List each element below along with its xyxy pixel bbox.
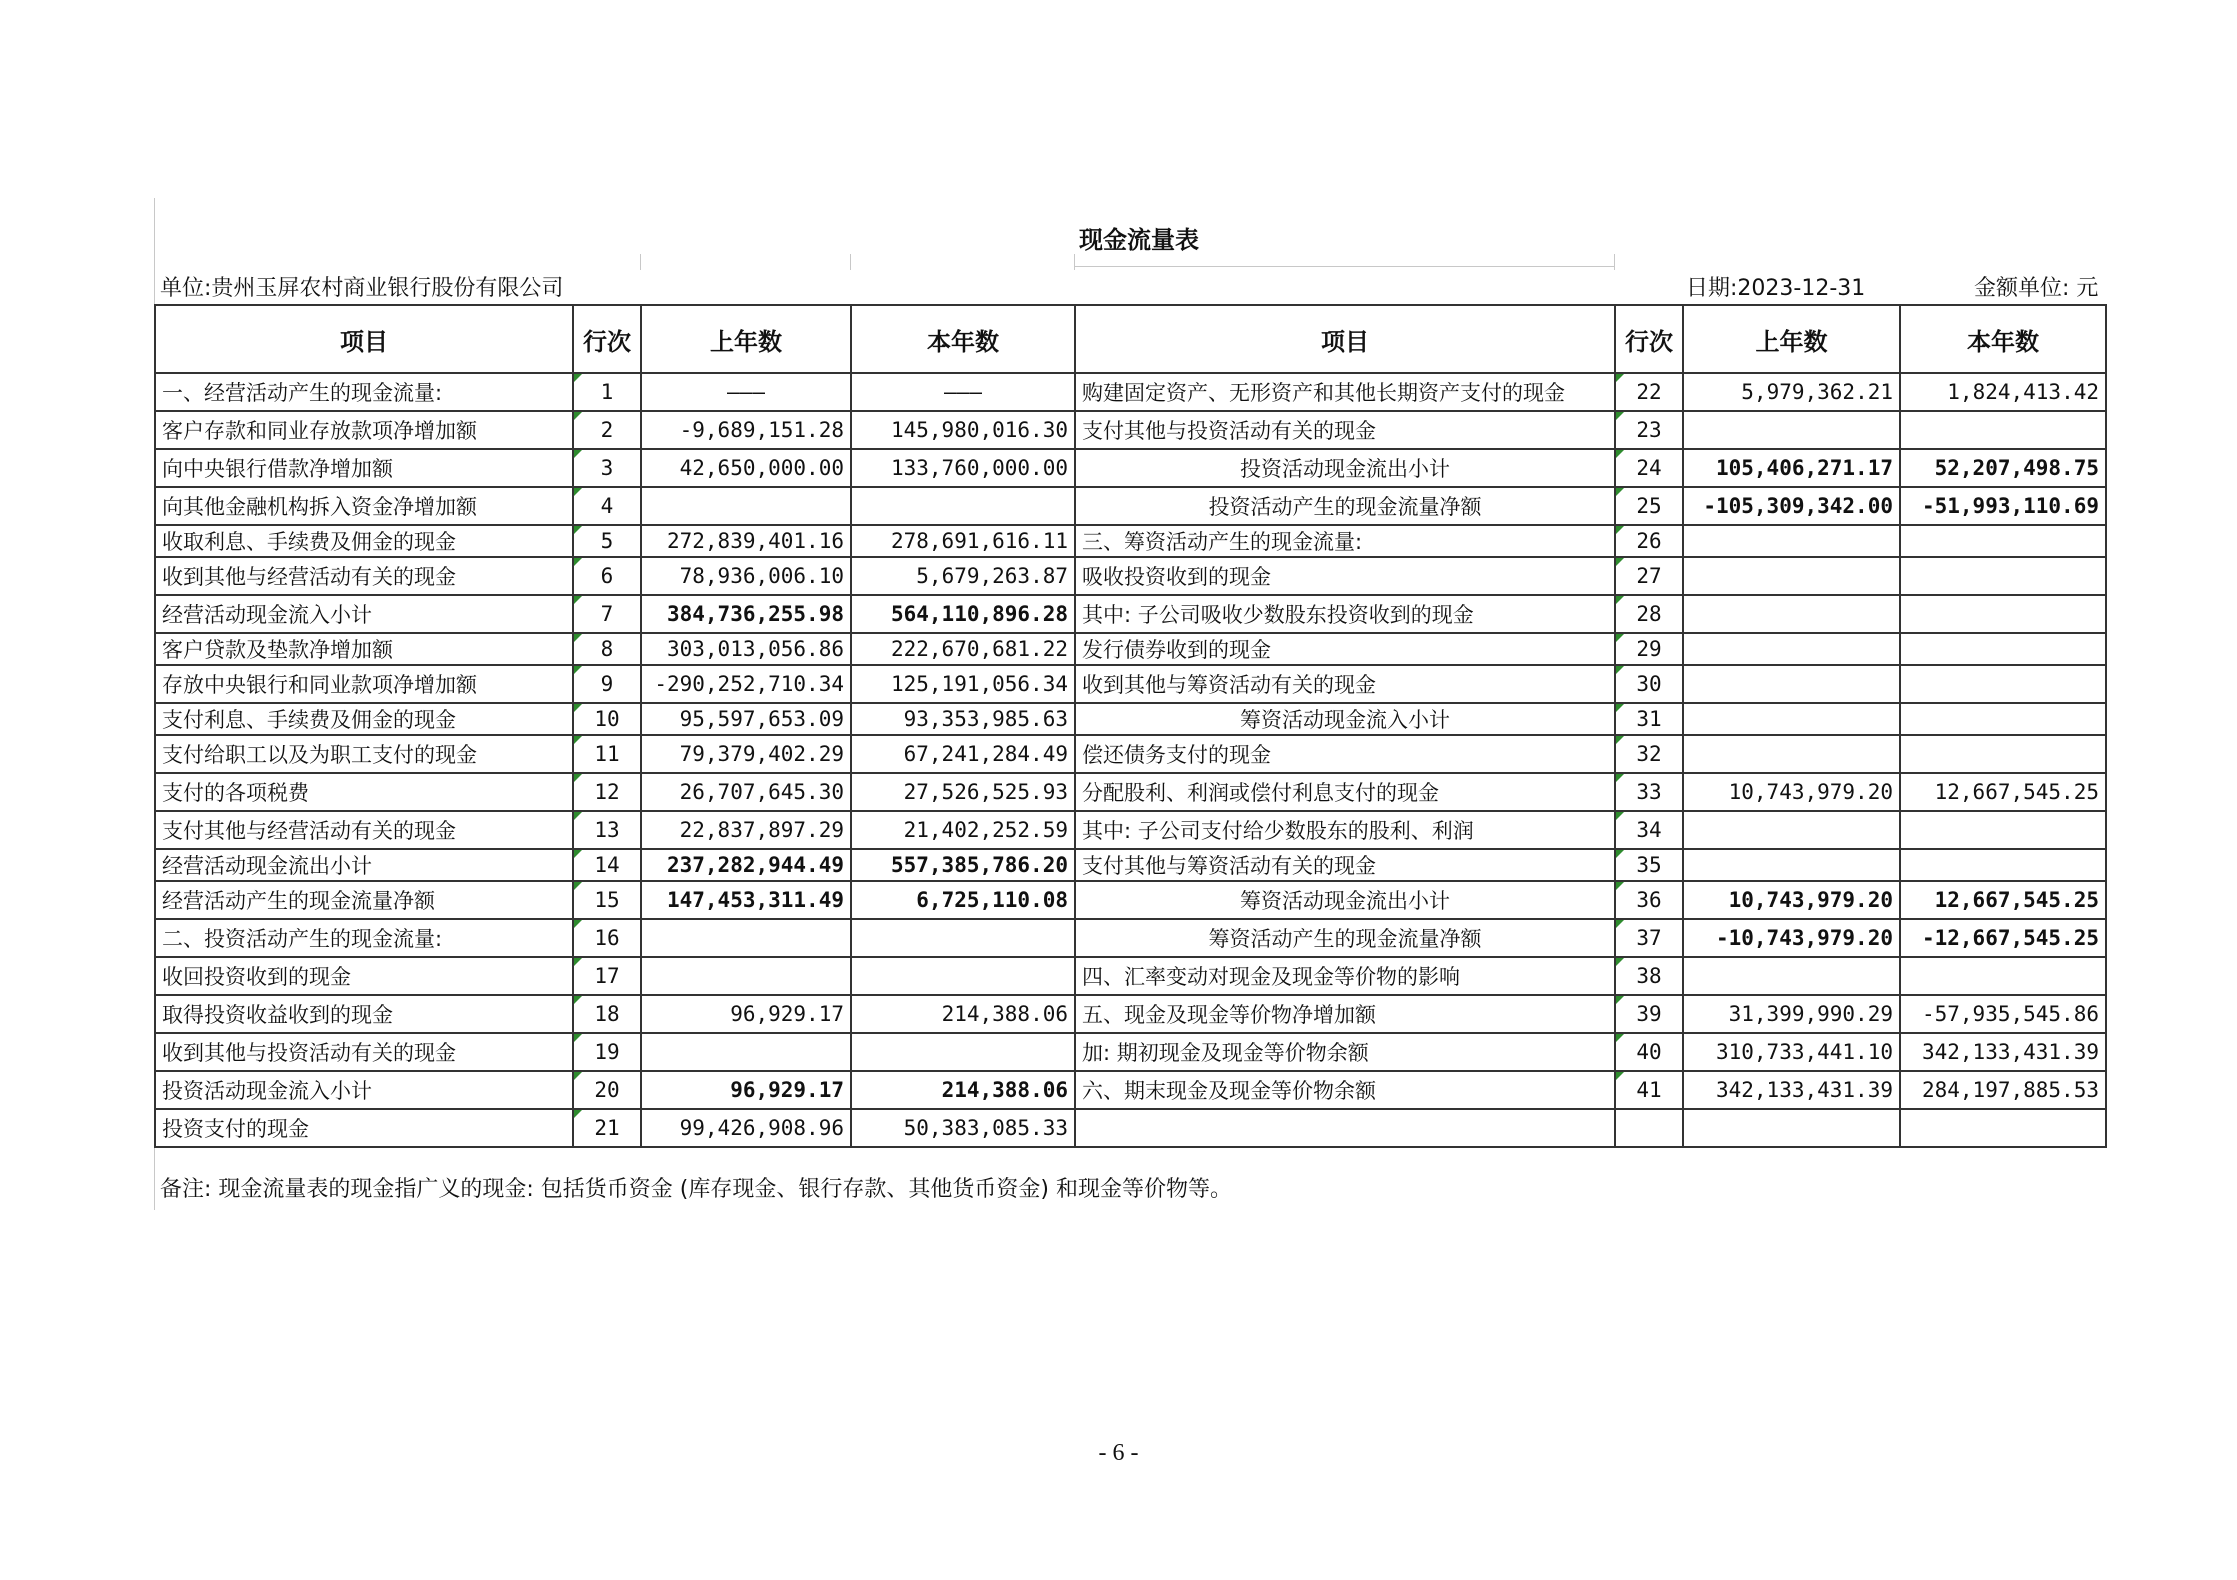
row-prior-amount: [1683, 735, 1900, 773]
row-item: 二、投资活动产生的现金流量:: [155, 919, 573, 957]
row-line-no: 31: [1615, 703, 1683, 735]
row-current-amount: 93,353,985.63: [851, 703, 1075, 735]
row-line-no: 26: [1615, 525, 1683, 557]
row-current-amount: 557,385,786.20: [851, 849, 1075, 881]
table-row: [155, 1109, 2106, 1147]
row-item: 筹资活动现金流入小计: [1075, 703, 1615, 735]
row-line-no: 16: [573, 919, 641, 957]
row-prior-amount: [1683, 849, 1900, 881]
col-header-line: 行次: [573, 305, 641, 373]
row-prior-amount: 342,133,431.39: [1683, 1071, 1900, 1109]
row-prior-amount: 99,426,908.96: [641, 1109, 851, 1147]
row-item: 五、现金及现金等价物净增加额: [1075, 995, 1615, 1033]
row-item: 收回投资收到的现金: [155, 957, 573, 995]
row-current-amount: [851, 919, 1075, 957]
row-line-no: 13: [573, 811, 641, 849]
row-prior-amount: -290,252,710.34: [641, 665, 851, 703]
row-line-no: 4: [573, 487, 641, 525]
row-prior-amount: [1683, 411, 1900, 449]
row-line-no: 25: [1615, 487, 1683, 525]
row-current-amount: [1900, 1109, 2106, 1147]
row-item: 支付其他与筹资活动有关的现金: [1075, 849, 1615, 881]
row-current-amount: 1,824,413.42: [1900, 373, 2106, 411]
row-current-amount: [851, 1033, 1075, 1071]
row-prior-amount: 5,979,362.21: [1683, 373, 1900, 411]
sheet-gridline: [1074, 254, 1075, 270]
row-line-no: 20: [573, 1071, 641, 1109]
row-prior-amount: 79,379,402.29: [641, 735, 851, 773]
row-prior-amount: 10,743,979.20: [1683, 773, 1900, 811]
row-current-amount: 145,980,016.30: [851, 411, 1075, 449]
row-item: 取得投资收益收到的现金: [155, 995, 573, 1033]
table-row: [155, 735, 2106, 773]
row-prior-amount: [1683, 957, 1900, 995]
cash-flow-table: [154, 304, 2107, 1148]
row-item: 一、经营活动产生的现金流量:: [155, 373, 573, 411]
row-line-no: 15: [573, 881, 641, 919]
row-current-amount: 5,679,263.87: [851, 557, 1075, 595]
col-header-current: 本年数: [1900, 305, 2106, 373]
row-current-amount: 6,725,110.08: [851, 881, 1075, 919]
row-line-no: 35: [1615, 849, 1683, 881]
row-line-no: 40: [1615, 1033, 1683, 1071]
row-line-no: 29: [1615, 633, 1683, 665]
row-prior-amount: -105,309,342.00: [1683, 487, 1900, 525]
row-current-amount: 27,526,525.93: [851, 773, 1075, 811]
row-prior-amount: 26,707,645.30: [641, 773, 851, 811]
row-item: 偿还债务支付的现金: [1075, 735, 1615, 773]
row-current-amount: ———: [851, 373, 1075, 411]
row-line-no: 23: [1615, 411, 1683, 449]
row-prior-amount: [1683, 595, 1900, 633]
row-item: 加: 期初现金及现金等价物余额: [1075, 1033, 1615, 1071]
table-row: [155, 633, 2106, 665]
row-current-amount: 278,691,616.11: [851, 525, 1075, 557]
row-prior-amount: 95,597,653.09: [641, 703, 851, 735]
row-line-no: 39: [1615, 995, 1683, 1033]
sheet-gridline: [1614, 254, 1615, 270]
row-item: 其中: 子公司支付给少数股东的股利、利润: [1075, 811, 1615, 849]
table-row: [155, 1033, 2106, 1071]
footnote: 备注: 现金流量表的现金指广义的现金: 包括货币资金 (库存现金、银行存款、其他货币资金) 和现金等价物等。: [160, 1177, 1232, 1202]
row-line-no: 5: [573, 525, 641, 557]
currency-label: 金额单位: 元: [1974, 276, 2099, 301]
col-header-prior: 上年数: [1683, 305, 1900, 373]
row-item: [1075, 1109, 1615, 1147]
row-prior-amount: -9,689,151.28: [641, 411, 851, 449]
row-line-no: 6: [573, 557, 641, 595]
row-item: 经营活动现金流入小计: [155, 595, 573, 633]
row-item: 发行债券收到的现金: [1075, 633, 1615, 665]
row-line-no: 10: [573, 703, 641, 735]
row-item: 筹资活动现金流出小计: [1075, 881, 1615, 919]
row-prior-amount: [1683, 811, 1900, 849]
col-header-prior: 上年数: [641, 305, 851, 373]
row-prior-amount: [641, 957, 851, 995]
row-prior-amount: [641, 487, 851, 525]
row-item: 收到其他与投资活动有关的现金: [155, 1033, 573, 1071]
row-prior-amount: 42,650,000.00: [641, 449, 851, 487]
table-row: [155, 595, 2106, 633]
row-current-amount: 214,388.06: [851, 995, 1075, 1033]
row-prior-amount: [1683, 633, 1900, 665]
row-prior-amount: 272,839,401.16: [641, 525, 851, 557]
row-line-no: 34: [1615, 811, 1683, 849]
row-current-amount: [1900, 665, 2106, 703]
col-header-item: 项目: [155, 305, 573, 373]
sheet-gridline: [1074, 266, 1614, 267]
table-row: [155, 919, 2106, 957]
col-header-line: 行次: [1615, 305, 1683, 373]
row-item: 吸收投资收到的现金: [1075, 557, 1615, 595]
row-line-no: 30: [1615, 665, 1683, 703]
row-item: 存放中央银行和同业款项净增加额: [155, 665, 573, 703]
row-item: 分配股利、利润或偿付利息支付的现金: [1075, 773, 1615, 811]
row-prior-amount: -10,743,979.20: [1683, 919, 1900, 957]
table-row: [155, 665, 2106, 703]
row-item: 收到其他与经营活动有关的现金: [155, 557, 573, 595]
table-row: [155, 557, 2106, 595]
row-item: 客户存款和同业存放款项净增加额: [155, 411, 573, 449]
row-line-no: 36: [1615, 881, 1683, 919]
row-current-amount: 284,197,885.53: [1900, 1071, 2106, 1109]
row-current-amount: 67,241,284.49: [851, 735, 1075, 773]
row-current-amount: 222,670,681.22: [851, 633, 1075, 665]
row-prior-amount: [1683, 1109, 1900, 1147]
row-line-no: 33: [1615, 773, 1683, 811]
table-row: [155, 411, 2106, 449]
row-current-amount: 52,207,498.75: [1900, 449, 2106, 487]
row-item: 经营活动现金流出小计: [155, 849, 573, 881]
col-header-current: 本年数: [851, 305, 1075, 373]
row-prior-amount: 384,736,255.98: [641, 595, 851, 633]
row-current-amount: [1900, 595, 2106, 633]
row-current-amount: 50,383,085.33: [851, 1109, 1075, 1147]
table-row: [155, 881, 2106, 919]
row-prior-amount: 10,743,979.20: [1683, 881, 1900, 919]
row-item: 投资活动产生的现金流量净额: [1075, 487, 1615, 525]
row-item: 四、汇率变动对现金及现金等价物的影响: [1075, 957, 1615, 995]
row-line-no: 11: [573, 735, 641, 773]
row-current-amount: 342,133,431.39: [1900, 1033, 2106, 1071]
row-item: 筹资活动产生的现金流量净额: [1075, 919, 1615, 957]
row-prior-amount: [641, 919, 851, 957]
sheet-gridline: [640, 254, 641, 270]
row-prior-amount: 96,929.17: [641, 995, 851, 1033]
row-current-amount: [1900, 957, 2106, 995]
table-row: [155, 957, 2106, 995]
row-prior-amount: 96,929.17: [641, 1071, 851, 1109]
row-prior-amount: 310,733,441.10: [1683, 1033, 1900, 1071]
row-current-amount: [851, 487, 1075, 525]
row-item: 投资活动现金流出小计: [1075, 449, 1615, 487]
row-current-amount: [1900, 735, 2106, 773]
page-number: - 6 -: [1098, 1440, 1139, 1466]
date-label: 日期:2023-12-31: [1686, 276, 1866, 301]
row-prior-amount: 147,453,311.49: [641, 881, 851, 919]
row-current-amount: 21,402,252.59: [851, 811, 1075, 849]
row-current-amount: [1900, 525, 2106, 557]
row-line-no: 7: [573, 595, 641, 633]
row-current-amount: -57,935,545.86: [1900, 995, 2106, 1033]
row-current-amount: [851, 957, 1075, 995]
row-line-no: 18: [573, 995, 641, 1033]
row-line-no: 12: [573, 773, 641, 811]
row-prior-amount: [1683, 557, 1900, 595]
row-line-no: 22: [1615, 373, 1683, 411]
table-row: [155, 703, 2106, 735]
row-item: 客户贷款及垫款净增加额: [155, 633, 573, 665]
row-prior-amount: 237,282,944.49: [641, 849, 851, 881]
row-item: 支付的各项税费: [155, 773, 573, 811]
table-row: [155, 487, 2106, 525]
table-row: [155, 449, 2106, 487]
table-row: [155, 1071, 2106, 1109]
table-row: [155, 811, 2106, 849]
row-item: 六、期末现金及现金等价物余额: [1075, 1071, 1615, 1109]
row-current-amount: 564,110,896.28: [851, 595, 1075, 633]
row-prior-amount: 303,013,056.86: [641, 633, 851, 665]
row-line-no: 2: [573, 411, 641, 449]
row-prior-amount: 22,837,897.29: [641, 811, 851, 849]
row-line-no: 41: [1615, 1071, 1683, 1109]
row-current-amount: [1900, 411, 2106, 449]
row-current-amount: -51,993,110.69: [1900, 487, 2106, 525]
row-line-no: 17: [573, 957, 641, 995]
row-item: 收到其他与筹资活动有关的现金: [1075, 665, 1615, 703]
row-prior-amount: 105,406,271.17: [1683, 449, 1900, 487]
row-current-amount: [1900, 633, 2106, 665]
row-current-amount: [1900, 557, 2106, 595]
row-prior-amount: [641, 1033, 851, 1071]
row-line-no: 32: [1615, 735, 1683, 773]
sheet-gridline: [850, 254, 851, 270]
row-line-no: 21: [573, 1109, 641, 1147]
row-line-no: 14: [573, 849, 641, 881]
row-item: 向其他金融机构拆入资金净增加额: [155, 487, 573, 525]
row-current-amount: 12,667,545.25: [1900, 881, 2106, 919]
row-prior-amount: [1683, 703, 1900, 735]
row-item: 经营活动产生的现金流量净额: [155, 881, 573, 919]
row-line-no: 1: [573, 373, 641, 411]
row-item: 三、筹资活动产生的现金流量:: [1075, 525, 1615, 557]
row-current-amount: 12,667,545.25: [1900, 773, 2106, 811]
row-prior-amount: ———: [641, 373, 851, 411]
table-row: [155, 773, 2106, 811]
row-current-amount: [1900, 849, 2106, 881]
row-prior-amount: [1683, 525, 1900, 557]
row-line-no: [1615, 1109, 1683, 1147]
row-line-no: 24: [1615, 449, 1683, 487]
row-current-amount: [1900, 703, 2106, 735]
table-row: [155, 525, 2106, 557]
table-row: [155, 995, 2106, 1033]
unit-label: 单位:贵州玉屏农村商业银行股份有限公司: [160, 276, 564, 301]
row-line-no: 37: [1615, 919, 1683, 957]
row-line-no: 27: [1615, 557, 1683, 595]
row-item: 支付其他与投资活动有关的现金: [1075, 411, 1615, 449]
row-current-amount: 133,760,000.00: [851, 449, 1075, 487]
row-item: 支付给职工以及为职工支付的现金: [155, 735, 573, 773]
table-row: [155, 849, 2106, 881]
row-line-no: 28: [1615, 595, 1683, 633]
col-header-item: 项目: [1075, 305, 1615, 373]
row-item: 购建固定资产、无形资产和其他长期资产支付的现金: [1075, 373, 1615, 411]
row-prior-amount: 31,399,990.29: [1683, 995, 1900, 1033]
row-line-no: 3: [573, 449, 641, 487]
row-current-amount: -12,667,545.25: [1900, 919, 2106, 957]
row-line-no: 8: [573, 633, 641, 665]
row-item: 收取利息、手续费及佣金的现金: [155, 525, 573, 557]
row-prior-amount: [1683, 665, 1900, 703]
table-row: [155, 373, 2106, 411]
row-item: 支付利息、手续费及佣金的现金: [155, 703, 573, 735]
row-line-no: 9: [573, 665, 641, 703]
row-line-no: 19: [573, 1033, 641, 1071]
row-item: 其中: 子公司吸收少数股东投资收到的现金: [1075, 595, 1615, 633]
table-header-row: [155, 305, 2106, 373]
row-current-amount: 214,388.06: [851, 1071, 1075, 1109]
row-current-amount: [1900, 811, 2106, 849]
row-prior-amount: 78,936,006.10: [641, 557, 851, 595]
row-line-no: 38: [1615, 957, 1683, 995]
page-title: 现金流量表: [1079, 226, 1199, 254]
row-current-amount: 125,191,056.34: [851, 665, 1075, 703]
row-item: 支付其他与经营活动有关的现金: [155, 811, 573, 849]
row-item: 向中央银行借款净增加额: [155, 449, 573, 487]
row-item: 投资支付的现金: [155, 1109, 573, 1147]
row-item: 投资活动现金流入小计: [155, 1071, 573, 1109]
